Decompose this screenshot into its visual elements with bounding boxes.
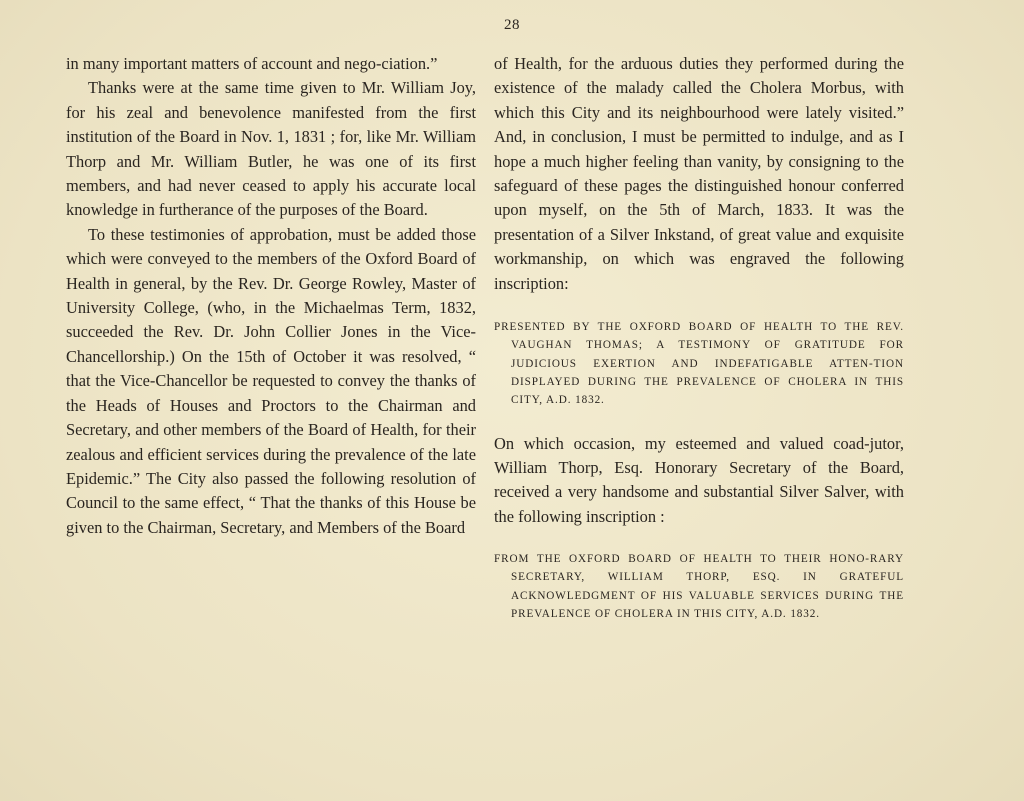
paragraph-salver: On which occasion, my esteemed and valued coad-jutor, William Thorp, Esq. Honorary Secretary of the Board, received a very handsome and substantial Silver Salver, with the following inscription :	[494, 433, 904, 526]
page-number: 28	[504, 17, 520, 33]
paragraph-inkstand: of Health, for the arduous duties they performed during the existence of the malady called the Cholera Morbus, with which this City and its neighbourhood were lately visited.” And, in conclusion, I must be permitted to indulge, and as I hope a much higher feeling than vanity, by consigning to the safeguard of these pages the distinguished honour conferred upon myself, on the 5th of March, 1833. It was the presentation of a Silver Inkstand, of great value and exquisite workmanship, on which was engraved the following inscription:	[494, 54, 904, 293]
inscription-inkstand: PRESENTED BY THE OXFORD BOARD OF HEALTH TO THE REV. VAUGHAN THOMAS; A TESTIMONY OF GRATITUDE FOR JUDICIOUS EXERTION AND INDEFATIGABLE ATTEN-TION DISPLAYED DURING THE PREVALENCE OF CHOLERA IN THIS CITY, A.D. 1832.	[494, 321, 904, 407]
paragraph-testimonies: To these testimonies of approbation, must be added those which were conveyed to the members of the Oxford Board of Health in general, by the Rev. Dr. George Rowley, Master of University College, (who, in the Michaelmas Term, 1832, succeeded the Rev. Dr. John Collier Jones in the Vice-Chancellorship.) On the 15th of October it was resolved, “ that the Vice-Chancellor be requested to convey the thanks of the Heads of Houses and Proctors to the Chairman and Secretary, and other members of the Board of Health, for their zealous and efficient services during the prevalence of the late Epidemic.” The City also passed the following resolution of Council to the same effect, “ That the thanks of this House be given to the Chairman, Secretary, and Members of the Board	[66, 224, 476, 537]
paragraph-continuation: in many important matters of account and nego-ciation.”	[66, 54, 438, 73]
inscription-salver: FROM THE OXFORD BOARD OF HEALTH TO THEIR HONO-RARY SECRETARY, WILLIAM THORP, ESQ. IN GRATEFUL ACKNOWLEDGMENT OF HIS VALUABLE SERVICES DURING THE PREVALENCE OF CHOLERA IN THIS CITY, A.D. 1832.	[494, 553, 904, 621]
left-column	[66, 52, 476, 540]
paragraph-thanks-joy: Thanks were at the same time given to Mr. William Joy, for his zeal and benevolence manifested from the first institution of the Board in Nov. 1, 1831 ; for, like Mr. William Thorp and Mr. William Butler, he was one of its first members, and had never ceased to apply his accurate local knowledge in furtherance of the purposes of the Board.	[66, 78, 476, 220]
right-column	[494, 52, 904, 623]
